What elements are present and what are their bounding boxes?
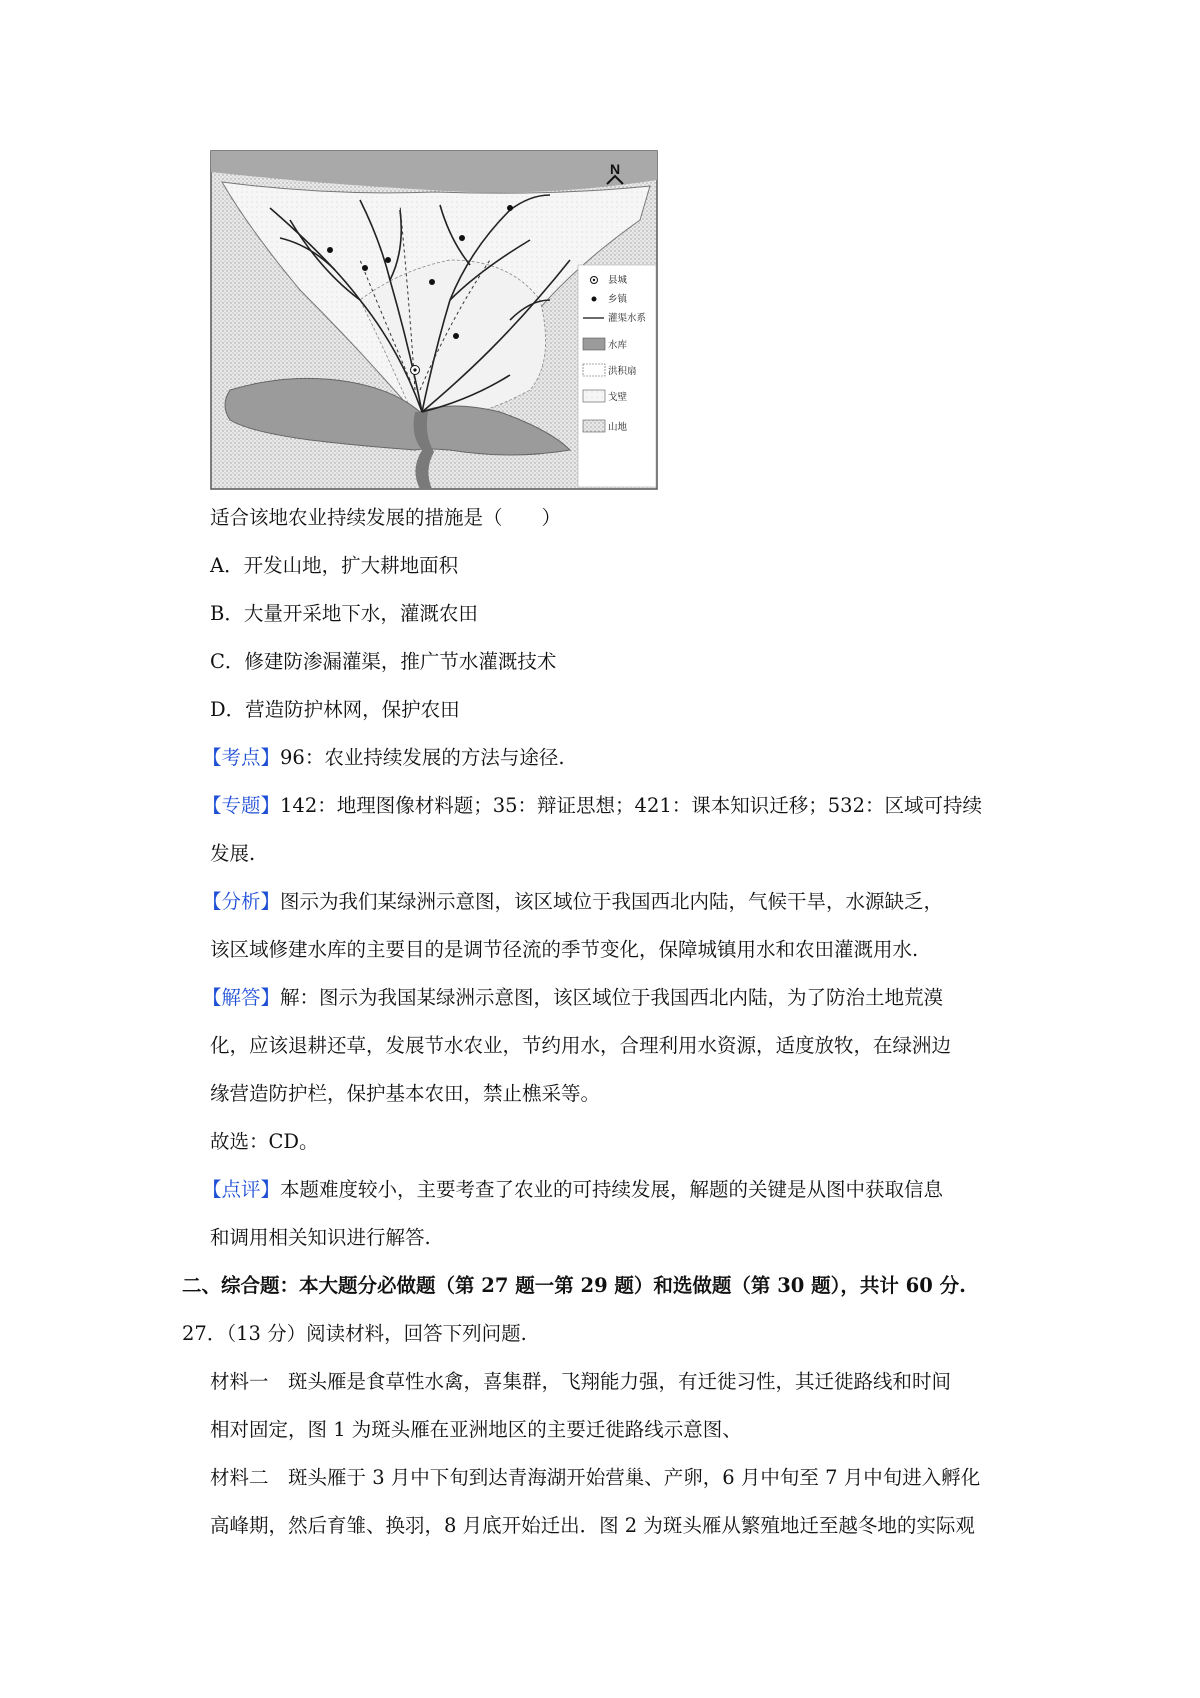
legend-item-reservoir <box>583 338 628 351</box>
kaodian-line <box>202 744 565 772</box>
zhuanti-line-2: 发展. <box>210 842 256 865</box>
option-b <box>210 600 478 628</box>
svg-text:灌渠水系: 灌渠水系 <box>608 313 647 324</box>
option-c <box>210 648 556 676</box>
svg-text:戈壁: 戈壁 <box>608 392 628 403</box>
dianping-tag: 【点评】 <box>202 1178 281 1201</box>
option-text: 修建防渗漏灌渠，推广节水灌溉技术 <box>244 650 557 673</box>
option-text: 大量开采地下水，灌溉农田 <box>243 602 478 625</box>
map-legend <box>578 265 656 487</box>
zhuanti-text: 142：地理图像材料题；35：辩证思想；421：课本知识迁移；532：区域可持续 <box>280 794 982 817</box>
svg-text:山地: 山地 <box>608 422 628 433</box>
question-27-intro: 27．（13 分）阅读材料，回答下列问题. <box>182 1322 527 1345</box>
kaodian-tag: 【考点】 <box>202 746 281 769</box>
legend-item-mountain <box>583 420 628 433</box>
option-letter: D． <box>210 698 246 721</box>
fenxi-tag: 【分析】 <box>202 890 281 913</box>
fenxi-line <box>202 888 943 916</box>
dianping-line-2: 和调用相关知识进行解答. <box>210 1226 431 1249</box>
option-letter: C． <box>210 650 245 673</box>
section-heading: 二、综合题：本大题分必做题（第 27 题一第 29 题）和选做题（第 30 题），共计 60 分. <box>182 1274 966 1297</box>
material2-line-1: 材料二 斑头雁于 3 月中下旬到达青海湖开始营巢、产卵，6 月中旬至 7 月中旬进入孵化 <box>210 1466 981 1489</box>
jieda-line <box>202 984 943 1012</box>
kaodian-text: 96：农业持续发展的方法与途径. <box>280 746 565 769</box>
county-town-marker <box>411 366 420 375</box>
legend-item-gobi <box>583 390 628 403</box>
material1-line-1: 材料一 斑头雁是食草性水禽，喜集群，飞翔能力强，有迁徙习性，其迁徙路线和时间 <box>210 1370 952 1393</box>
jieda-line-3: 缘营造防护栏，保护基本农田，禁止樵采等。 <box>210 1082 601 1105</box>
dianping-text: 本题难度较小，主要考查了农业的可持续发展，解题的关键是从图中获取信息 <box>280 1178 944 1201</box>
svg-text:水库: 水库 <box>608 340 628 351</box>
material1-line-2: 相对固定，图 1 为斑头雁在亚洲地区的主要迁徙路线示意图、 <box>210 1418 742 1441</box>
north-label: N <box>610 161 621 177</box>
svg-text:县城: 县城 <box>608 275 628 286</box>
legend-item-alluvial <box>583 364 637 377</box>
zhuanti-line <box>202 792 982 820</box>
jieda-tag: 【解答】 <box>202 986 281 1009</box>
option-a <box>210 552 458 580</box>
option-letter: B． <box>210 602 244 625</box>
option-letter: A． <box>210 554 244 577</box>
option-text: 营造防护林网，保护农田 <box>245 698 460 721</box>
svg-text:乡镇: 乡镇 <box>608 294 628 305</box>
option-d <box>210 696 460 724</box>
question-stem: 适合该地农业持续发展的措施是（ ） <box>210 506 562 529</box>
oasis-map-figure <box>210 150 658 490</box>
jieda-line-2: 化，应该退耕还草，发展节水农业，节约用水，合理利用水资源，适度放牧，在绿洲边 <box>210 1034 952 1057</box>
answer-line: 故选：CD。 <box>210 1130 319 1153</box>
option-text: 开发山地，扩大耕地面积 <box>243 554 459 577</box>
jieda-text: 解：图示为我国某绿洲示意图，该区域位于我国西北内陆，为了防治土地荒漠 <box>280 986 944 1009</box>
dianping-line <box>202 1176 943 1204</box>
oasis-map <box>210 150 658 490</box>
material2-line-2: 高峰期，然后育雏、换羽，8 月底开始迁出．图 2 为斑头雁从繁殖地迁至越冬地的实际观 <box>210 1514 975 1537</box>
fenxi-line-2: 该区域修建水库的主要目的是调节径流的季节变化，保障城镇用水和农田灌溉用水. <box>210 938 919 961</box>
svg-text:洪积扇: 洪积扇 <box>608 366 637 377</box>
fenxi-text: 图示为我们某绿洲示意图，该区域位于我国西北内陆，气候干旱，水源缺乏， <box>280 890 944 913</box>
zhuanti-tag: 【专题】 <box>202 794 281 817</box>
